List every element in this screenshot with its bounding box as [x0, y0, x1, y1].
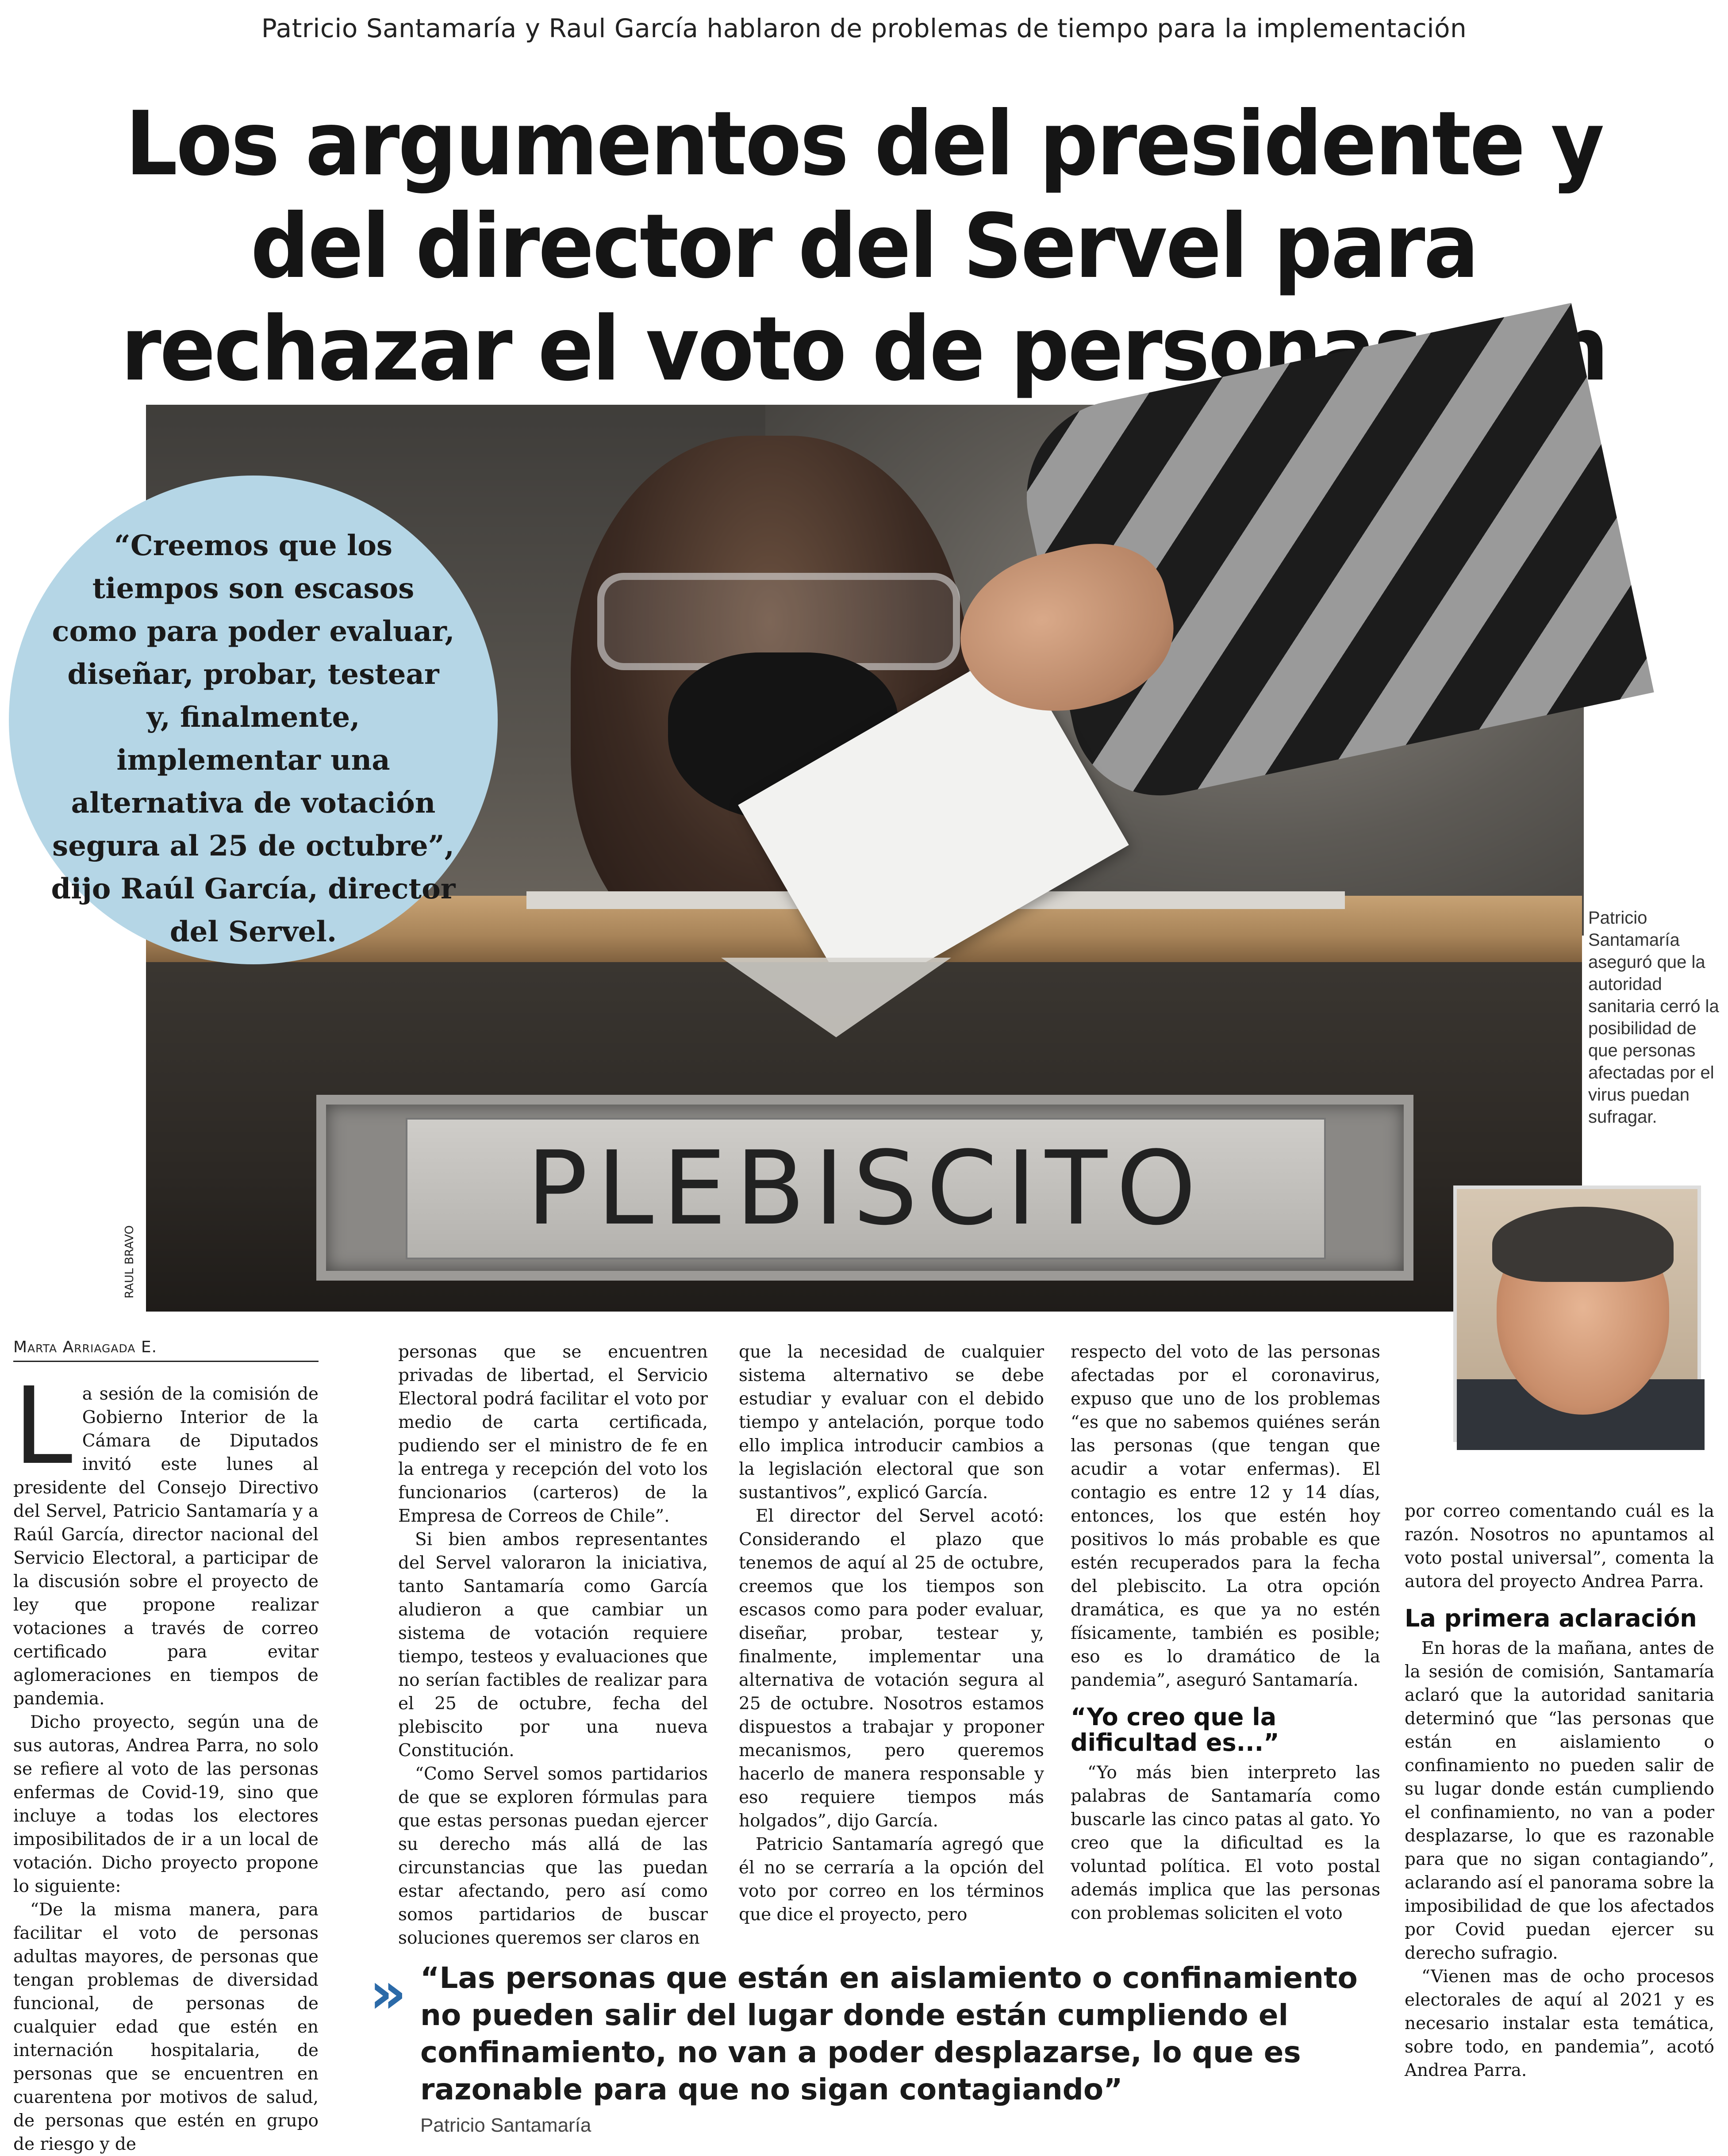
article-column-1	[13, 1364, 319, 2156]
byline: Marta Arriagada E.	[13, 1338, 319, 1362]
paragraph: En horas de la mañana, antes de la sesión de comisión, Santamaría aclaró que la autoridad sanitaria determinó que “las personas que están en aislamiento o confinamiento no pueden salir de su lugar donde están cumpliendo el confinamiento, no van a poder desplazarse, lo que es razonable para que no sigan contagiando”, aclarando así el panorama sobre la imposibilidad de que los afectados por Covid puedan ejercer su derecho sufragio.	[1405, 1638, 1714, 1963]
quote-chevron-icon: »	[369, 1959, 407, 2026]
plebiscito-sign	[316, 1095, 1413, 1281]
paragraph: “Yo más bien interpreto las palabras de Santamaría como buscarle las cinco patas al gato. Yo creo que la dificultad es la voluntad política. El voto postal además implica que las personas con problemas soliciten el voto	[1071, 1763, 1380, 1923]
headline: Los argumentos del presidente y del director del Servel para rechazar el voto de personas	[121, 92, 1603, 401]
portrait-hair	[1492, 1207, 1674, 1282]
paragraph: Patricio Santamaría agregó que él no se cerraría a la opción del voto por correo en los términos que dice el proyecto, pero	[739, 1834, 1044, 1925]
quote-circle: “Creemos que los tiempos son escasos como para poder evaluar, diseñar, probar, testear y, finalmente, implementar una alternativa de votación segura al 25 de octubre”, dijo Raúl García, director del Servel.	[9, 476, 498, 964]
portrait-photo	[1453, 1185, 1701, 1442]
paragraph: El director del Servel acotó: Considerando el plazo que tenemos de aquí al 25 de octubre, creemos que los tiempos son escasos como para poder evaluar, diseñar, probar, testear y, finalmente, implementar una alternativa de votación segura al 25 de octubre. Nosotros estamos dispuestos a trabajar y proponer mecanismos, pero queremos hacerlo de manera responsable y eso requiere tiempos más holgados”, dijo García.	[739, 1506, 1044, 1831]
kicker: Patricio Santamaría y Raul García hablaron de problemas de tiempo para la implementación	[261, 13, 1467, 43]
article-column-3	[739, 1340, 1044, 1926]
article-column-2	[398, 1340, 708, 1950]
drop-cap: L	[13, 1364, 73, 1488]
paragraph: “Como Servel somos partidarios de que se exploren fórmulas para que estas personas puedan ejercer su derecho más allá de las circunstancias que las puedan estar afectando, pero así como somos partidarios de buscar soluciones queremos ser claros en	[398, 1764, 708, 1948]
pull-quote-author: Patricio Santamaría	[420, 2114, 591, 2136]
paragraph: “Vienen mas de ocho procesos electorales de aquí al 2021 y es necesario instalar esta temática, sobre todo, en pandemia”, acotó Andrea Parra.	[1405, 1967, 1714, 2080]
paragraph: Dicho proyecto, según una de sus autoras, Andrea Parra, no solo se refiere al voto de las personas enfermas de Covid-19, sino que incluye a todas los electores imposibilitados de ir a un local de votación. Dicho proyecto propone lo siguiente:	[13, 1712, 319, 1896]
photo-caption: Patricio Santamaría aseguró que la autoridad sanitaria cerró la posibilidad de que personas afectadas por el virus puedan sufragar.	[1588, 908, 1719, 1127]
pull-quote	[367, 1951, 1394, 2136]
paragraph: “De la misma manera, para facilitar el voto de personas adultas mayores, de personas que tengan problemas de diversidad funcional, de personas de cualquier edad que estén en internación hospitalaria, de personas que se encuentren en cuarentena por motivos de salud, de personas que estén en grupo de riesgo y de	[13, 1900, 319, 2154]
pull-quote-text: “Las personas que están en aislamiento o confinamiento no pueden salir del lugar donde están cumpliendo el confinamiento, no van a poder desplazarse, lo que es razonable para que no sigan contagiando”	[420, 1961, 1358, 2106]
paragraph: Si bien ambos representantes del Servel valoraron la iniciativa, tanto Santamaría como García aludieron a que cambiar un sistema de votación requiere tiempo, testeos y evaluaciones que no serían factibles de realizar para el 25 de octubre, fecha del plebiscito por una nueva Constitución.	[398, 1530, 708, 1761]
subheading: La primera aclaración	[1405, 1604, 1697, 1632]
sign-plate	[406, 1118, 1326, 1259]
subheading: “Yo creo que la dificultad es...”	[1071, 1703, 1279, 1757]
paragraph: personas que se encuentren privadas de libertad, el Servicio Electoral podrá facilitar el voto por medio de carta certificada, pudiendo ser el ministro de fe en la entrega y recepción del voto los funcionarios (carteros) de la Empresa de Correos de Chile”.	[398, 1342, 708, 1526]
paragraph: La sesión de la comisión de Gobierno Interior de la Cámara de Diputados invitó este lunes al presidente del Consejo Directivo del Servel, Patricio Santamaría y a Raúl García, director nacional del Servicio Electoral, a participar de la discusión sobre el proyecto de ley que propone realizar votaciones a través de correo certificado para evitar aglomeraciones en tiempos de pandemia.	[13, 1364, 319, 1709]
sign-text: PLEBISCITO	[526, 1129, 1205, 1248]
article-column-5	[1405, 1500, 1714, 2082]
paragraph: por correo comentando cuál es la razón. Nosotros no apuntamos al voto postal universal”, comenta la autora del proyecto Andrea Parra.	[1405, 1501, 1714, 1592]
paragraph: respecto del voto de las personas afectadas por el coronavirus, expuso que uno de los problemas “es que no sabemos quiénes serán las personas (que tengan que acudir a votar enfermas). El contagio es entre 12 y 14 días, entonces, los que estén hoy positivos lo más probable es que estén recuperados para la fecha del plebiscito. La otra opción dramática, es que ya no estén físicamente, también es posible; eso es lo dramático de la pandemia”, aseguró Santamaría.	[1071, 1342, 1380, 1690]
photo-credit: RAUL BRAVO	[123, 1225, 136, 1299]
article-column-4	[1071, 1340, 1380, 1925]
paragraph: que la necesidad de cualquier sistema alternativo se debe estudiar y evaluar con el debido tiempo y antelación, porque todo ello implica introducir cambios a la legislación electoral que son sustantivos”, explicó García.	[739, 1342, 1044, 1503]
